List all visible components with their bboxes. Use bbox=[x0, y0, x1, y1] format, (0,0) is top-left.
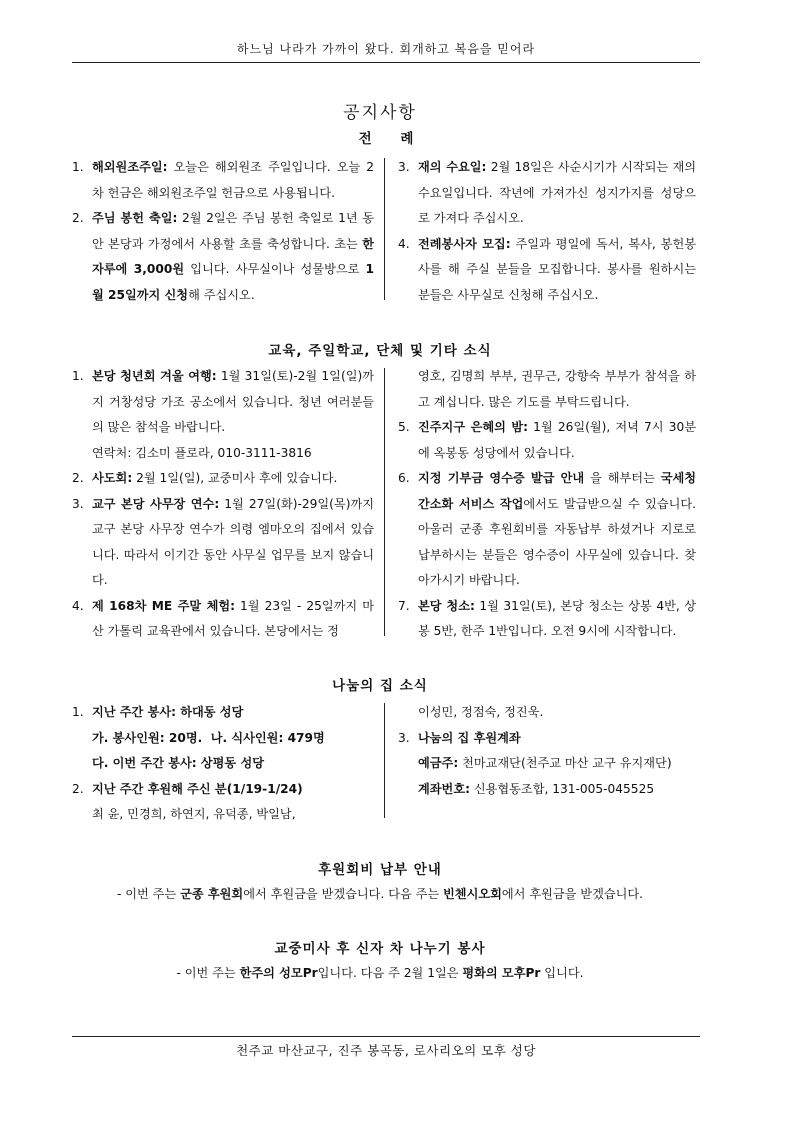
sharing-item-3 bbox=[398, 726, 696, 752]
footer-divider bbox=[72, 1036, 700, 1037]
column-divider bbox=[384, 158, 385, 300]
account-number bbox=[398, 777, 696, 803]
item-number: 1. bbox=[72, 160, 84, 174]
account-holder bbox=[398, 751, 696, 777]
tea-text-part: - 이번 주는 bbox=[176, 966, 240, 980]
volunteer-count: 가. 봉사인원: 20명. bbox=[92, 730, 203, 745]
liturgy-left-column bbox=[72, 155, 374, 308]
account-number-value: 신용협동조합, 131-005-045525 bbox=[469, 781, 655, 796]
liturgy-item-4 bbox=[398, 232, 696, 309]
education-item-5 bbox=[398, 415, 696, 466]
item-label: 해외원조주일: bbox=[92, 160, 168, 174]
item-label: 주님 봉헌 축일: bbox=[92, 211, 178, 225]
sharing-right-column bbox=[398, 700, 696, 802]
item-value: 하대동 성당 bbox=[176, 705, 244, 719]
item-number: 2. bbox=[72, 471, 84, 485]
tea-text bbox=[40, 964, 720, 981]
education-item-1 bbox=[72, 364, 374, 466]
item-text: 입니다. 사무실이나 성물방으로 bbox=[184, 262, 366, 276]
education-right-column bbox=[398, 364, 696, 645]
item-number: 6. bbox=[398, 471, 410, 485]
meal-count: 나. 식사인원: 479명 bbox=[210, 730, 325, 745]
page-title: 공지사항 bbox=[343, 103, 417, 123]
education-item-2 bbox=[72, 466, 374, 492]
account-holder-label: 예금주: bbox=[418, 756, 459, 770]
item-text: 1월 26일(월), 저녁 7시 30분에 옥봉동 성당에서 있습니다. bbox=[418, 420, 696, 460]
liturgy-item-1 bbox=[72, 155, 374, 206]
item-label: 교구 본당 사무장 연수: bbox=[92, 496, 220, 511]
item-text: 영호, 김명희 부부, 권무근, 강향숙 부부가 참석을 하고 계십니다. 많은 기도를 부탁드립니다. bbox=[418, 369, 696, 409]
item-text: 주일과 평일에 독서, 복사, 봉헌봉사를 해 주실 분들을 모집합니다. 봉사를 원하시는 분들은 사무실로 신청해 주십시오. bbox=[418, 236, 696, 302]
sharing-item-2 bbox=[72, 777, 374, 803]
next-week-group: 빈첸시오회 bbox=[443, 887, 502, 901]
education-item-4-continued bbox=[398, 364, 696, 415]
column-divider bbox=[384, 703, 385, 818]
section-title-education: 교육, 주일학교, 단체 및 기타 소식 bbox=[268, 343, 492, 359]
account-holder-value: 천마교재단(천주교 마산 교구 유지재단) bbox=[458, 756, 672, 770]
section-title-dues: 후원회비 납부 안내 bbox=[318, 862, 442, 878]
item-number: 2. bbox=[72, 781, 84, 796]
item-text: 을 해부터는 bbox=[584, 471, 661, 485]
item-label: 지난 주간 후원해 주신 분(1/19-1/24) bbox=[92, 781, 303, 796]
item-text: 2월 1일(일), 교중미사 후에 있습니다. bbox=[132, 471, 338, 485]
item-number: 5. bbox=[398, 420, 410, 434]
liturgy-right-column bbox=[398, 155, 696, 308]
item-text: 1월 31일(토)-2월 1일(일)까지 거창성당 가조 공소에서 있습니다. 청년 여러분들의 많은 참석을 바랍니다. bbox=[92, 369, 374, 434]
item-label: 본당 청년회 겨울 여행: bbox=[92, 369, 217, 383]
item-label: 지난 주간 봉사: bbox=[92, 705, 176, 719]
item-label: 나눔의 집 후원계좌 bbox=[418, 730, 521, 745]
item-text: 해 주십시오. bbox=[188, 287, 255, 302]
education-item-7 bbox=[398, 594, 696, 645]
item-label: 지정 기부금 영수증 발급 안내 bbox=[418, 471, 585, 485]
next-week-pr: 평화의 모후Pr bbox=[462, 966, 541, 980]
item-number: 4. bbox=[72, 598, 84, 613]
application-deadline: 1월 25일까지 신청 bbox=[92, 262, 375, 302]
footer-parish-name: 천주교 마산교구, 진주 봉곡동, 로사리오의 모후 성당 bbox=[236, 1043, 536, 1058]
education-item-6 bbox=[398, 466, 696, 594]
account-number-label: 계좌번호: bbox=[418, 781, 470, 796]
education-item-3 bbox=[72, 492, 374, 594]
liturgy-item-3 bbox=[398, 155, 696, 232]
education-item-4 bbox=[72, 594, 374, 645]
sharing-left-column bbox=[72, 700, 374, 828]
item-label: 전례봉사자 모집: bbox=[418, 236, 511, 251]
item-number: 3. bbox=[398, 730, 410, 745]
item-number: 3. bbox=[72, 496, 84, 511]
tax-service-name: 국세청 간소화 서비스 작업 bbox=[418, 471, 697, 511]
item-text: 2월 18일은 사순시기가 시작되는 재의 수요일입니다. 작년에 가져가신 성지가지를 성당으로 가져다 주십시오. bbox=[418, 160, 697, 225]
item-label: 진주지구 은혜의 밤: bbox=[418, 420, 529, 434]
item-text: 1월 23일 - 25일까지 마산 가톨릭 교육관에서 있습니다. 본당에서는 정 bbox=[92, 598, 374, 638]
dues-text bbox=[40, 885, 720, 902]
section-title-tea-service: 교중미사 후 신자 차 나누기 봉사 bbox=[274, 941, 486, 957]
item-label: 제 168차 ME 주말 체험: bbox=[92, 598, 236, 613]
item-label: 재의 수요일: bbox=[418, 160, 487, 174]
this-week-pr: 한주의 성모Pr bbox=[239, 966, 318, 980]
item-label: 본당 청소: bbox=[418, 598, 475, 613]
item-text: 2월 2일은 주님 봉헌 축일로 1년 동안 본당과 가정에서 사용할 초를 축성합니다. 초는 bbox=[92, 211, 374, 251]
dues-text-part: 에서 후원금을 받겠습니다. 다음 주는 bbox=[243, 887, 444, 901]
sharing-sub-row bbox=[72, 726, 374, 752]
header-divider bbox=[72, 62, 700, 63]
item-text: 1월 31일(토), 본당 청소는 상봉 4반, 상봉 5반, 한주 1반입니다. 오전 9시에 시작합니다. bbox=[418, 598, 696, 638]
dues-text-part: - 이번 주는 bbox=[116, 887, 181, 901]
tea-text-part: 입니다. bbox=[540, 966, 584, 980]
item-number: 1. bbox=[72, 705, 84, 719]
item-number: 4. bbox=[398, 236, 410, 251]
education-left-column bbox=[72, 364, 374, 645]
column-divider bbox=[384, 368, 385, 636]
section-title-sharing-house: 나눔의 집 소식 bbox=[332, 678, 428, 694]
contact-info: 연락처: 김소미 플로라, 010-3111-3816 bbox=[92, 445, 312, 460]
tea-text-part: 입니다. 다음 주 2월 1일은 bbox=[317, 966, 463, 980]
liturgy-item-2 bbox=[72, 206, 374, 308]
item-text: 오늘은 해외원조 주일입니다. 오늘 2차 헌금은 해외원조주일 헌금으로 사용됩니다. bbox=[92, 160, 374, 200]
donor-list: 최 윤, 민경희, 하연지, 유덕종, 박일남, bbox=[92, 807, 296, 821]
item-text: 1월 27일(화)-29일(목)까지 교구 본당 사무장 연수가 의령 엠마오의 집에서 있습니다. 따라서 이기간 동안 사무실 업무를 보지 않습니다. bbox=[92, 496, 374, 587]
item-text: 에서도 발급받으실 수 있습니다. 아울러 군종 후원회비를 자동납부 하셨거나 지로로 납부하시는 분들은 영수증이 사무실에 있습니다. 찾아가시기 바랍니다. bbox=[418, 496, 697, 587]
donor-list-continued: 이성민, 정점숙, 정진욱. bbox=[418, 705, 544, 719]
item-number: 1. bbox=[72, 369, 84, 383]
candle-price: 한 자루에 3,000원 bbox=[92, 236, 374, 276]
sharing-item-1 bbox=[72, 700, 374, 726]
item-number: 3. bbox=[398, 160, 410, 174]
this-week-group: 군종 후원회 bbox=[180, 887, 244, 901]
item-number: 2. bbox=[72, 211, 84, 225]
page-header-motto: 하느님 나라가 가까이 왔다. 회개하고 복음을 믿어라 bbox=[236, 42, 536, 56]
dues-text-part: 에서 후원금을 받겠습니다. bbox=[501, 887, 644, 901]
this-week-volunteer: 다. 이번 주간 봉사: 상평동 성당 bbox=[92, 756, 264, 770]
item-number: 7. bbox=[398, 598, 410, 613]
item-label: 사도회: bbox=[92, 471, 133, 485]
section-title-liturgy: 전 례 bbox=[358, 131, 426, 147]
